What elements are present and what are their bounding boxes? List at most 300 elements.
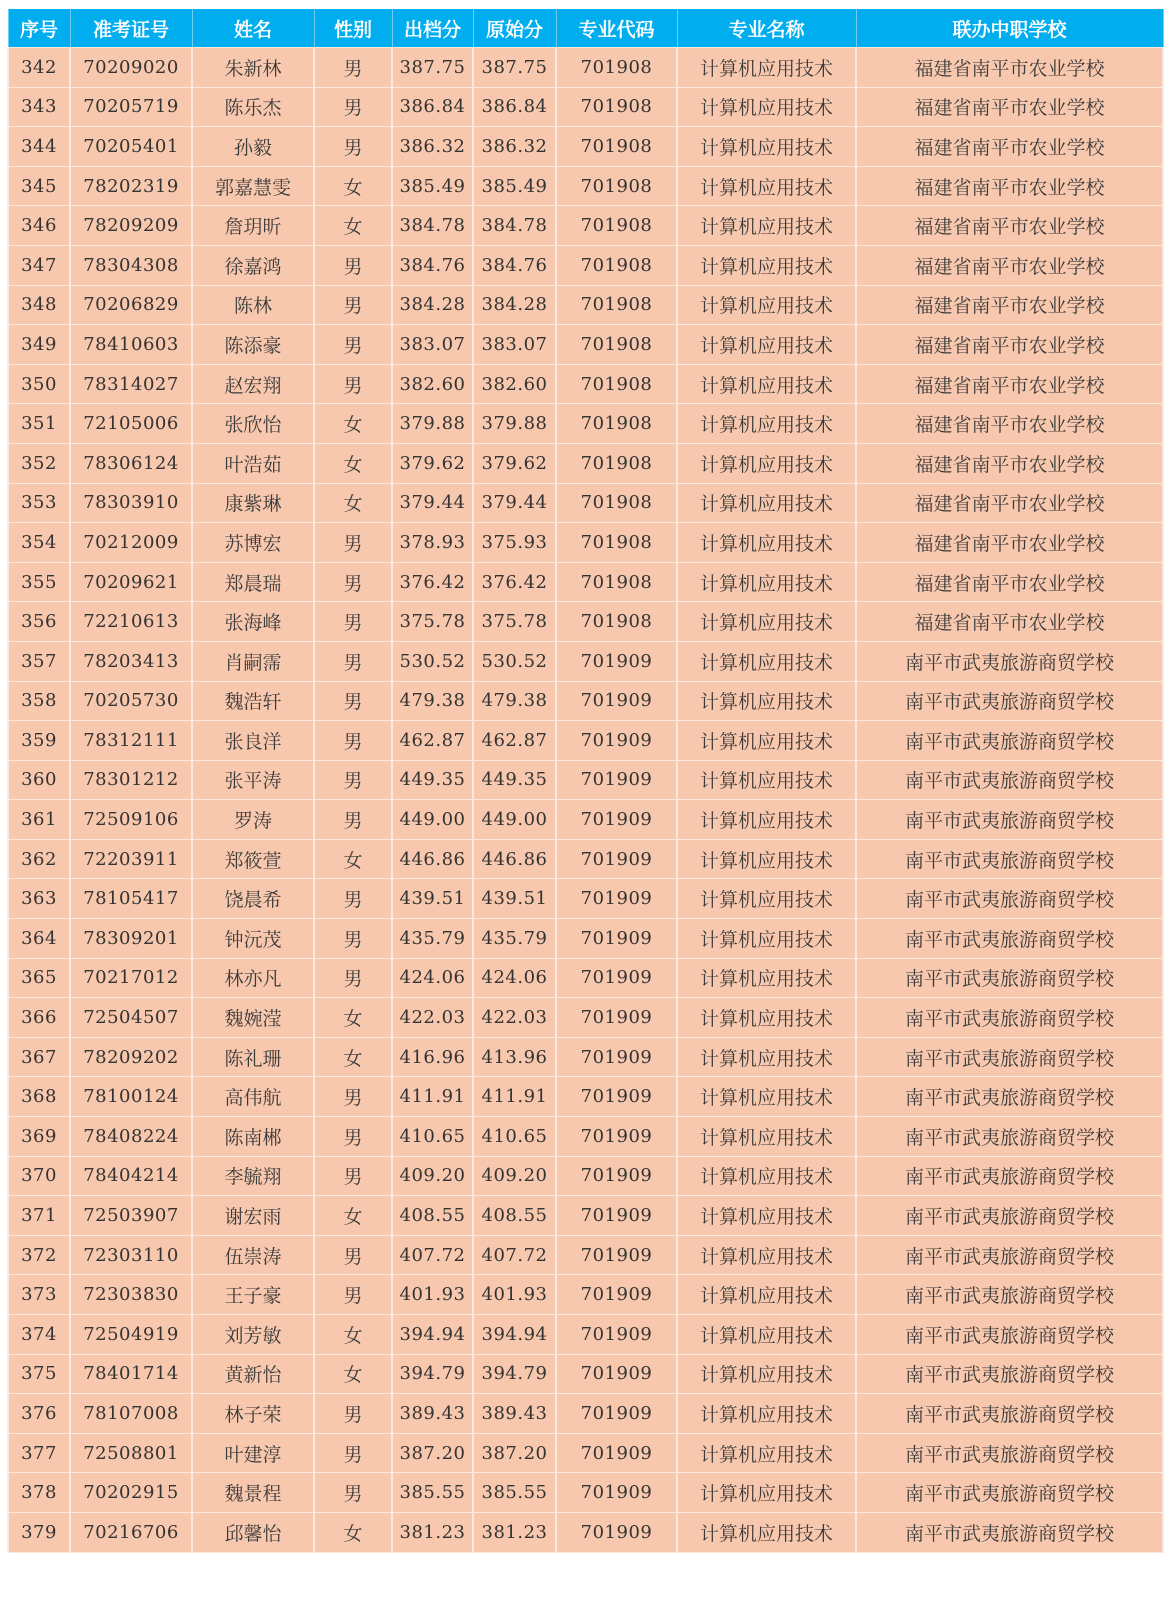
cell-major-name: 计算机应用技术 — [677, 1235, 856, 1275]
cell-partner-school: 福建省南平市农业学校 — [856, 325, 1163, 365]
cell-name: 陈南郴 — [192, 1117, 314, 1157]
cell-name: 郑筱萱 — [192, 839, 314, 879]
cell-major-code: 701908 — [556, 523, 677, 563]
cell-admission-score: 410.65 — [392, 1117, 473, 1157]
cell-raw-score: 449.35 — [473, 760, 556, 800]
cell-major-code: 701909 — [556, 1354, 677, 1394]
cell-major-name: 计算机应用技术 — [677, 641, 856, 681]
cell-exam-id: 78105417 — [70, 879, 192, 919]
cell-raw-score: 394.94 — [473, 1315, 556, 1355]
cell-seq: 365 — [8, 958, 70, 998]
cell-name: 张海峰 — [192, 602, 314, 642]
cell-exam-id: 78314027 — [70, 364, 192, 404]
header-gender: 性别 — [314, 9, 392, 48]
cell-admission-score: 385.55 — [392, 1473, 473, 1513]
cell-seq: 370 — [8, 1156, 70, 1196]
cell-exam-id: 70206829 — [70, 285, 192, 325]
cell-raw-score: 479.38 — [473, 681, 556, 721]
cell-name: 朱新林 — [192, 48, 314, 88]
header-admission-score: 出档分 — [392, 9, 473, 48]
cell-gender: 女 — [314, 206, 392, 246]
table-row — [8, 1512, 1163, 1552]
cell-major-code: 701909 — [556, 1315, 677, 1355]
cell-seq: 379 — [8, 1512, 70, 1552]
cell-admission-score: 411.91 — [392, 1077, 473, 1117]
cell-major-code: 701908 — [556, 443, 677, 483]
table-row — [8, 1394, 1163, 1434]
cell-major-code: 701908 — [556, 483, 677, 523]
cell-gender: 女 — [314, 1354, 392, 1394]
table-row — [8, 325, 1163, 365]
cell-exam-id: 70202915 — [70, 1473, 192, 1513]
cell-gender: 男 — [314, 1077, 392, 1117]
table-row — [8, 1235, 1163, 1275]
cell-major-code: 701909 — [556, 879, 677, 919]
cell-name: 康紫琳 — [192, 483, 314, 523]
table-body — [8, 48, 1163, 1553]
cell-major-name: 计算机应用技术 — [677, 1512, 856, 1552]
cell-major-code: 701909 — [556, 1433, 677, 1473]
cell-raw-score: 530.52 — [473, 641, 556, 681]
cell-seq: 357 — [8, 641, 70, 681]
cell-name: 罗涛 — [192, 800, 314, 840]
header-seq: 序号 — [8, 9, 70, 48]
table-row — [8, 87, 1163, 127]
table-row — [8, 523, 1163, 563]
cell-exam-id: 70212009 — [70, 523, 192, 563]
cell-raw-score: 439.51 — [473, 879, 556, 919]
cell-major-name: 计算机应用技术 — [677, 1433, 856, 1473]
header-partner-school: 联办中职学校 — [856, 9, 1163, 48]
cell-partner-school: 南平市武夷旅游商贸学校 — [856, 1275, 1163, 1315]
cell-exam-id: 78408224 — [70, 1117, 192, 1157]
cell-raw-score: 382.60 — [473, 364, 556, 404]
cell-partner-school: 福建省南平市农业学校 — [856, 87, 1163, 127]
cell-name: 魏婉滢 — [192, 998, 314, 1038]
table-row — [8, 483, 1163, 523]
cell-exam-id: 72504919 — [70, 1315, 192, 1355]
cell-major-code: 701909 — [556, 998, 677, 1038]
table-row — [8, 245, 1163, 285]
cell-gender: 男 — [314, 1235, 392, 1275]
cell-partner-school: 南平市武夷旅游商贸学校 — [856, 760, 1163, 800]
cell-major-name: 计算机应用技术 — [677, 166, 856, 206]
cell-partner-school: 南平市武夷旅游商贸学校 — [856, 1315, 1163, 1355]
cell-gender: 男 — [314, 1394, 392, 1434]
table-row — [8, 166, 1163, 206]
cell-admission-score: 446.86 — [392, 839, 473, 879]
cell-gender: 男 — [314, 919, 392, 959]
cell-major-code: 701909 — [556, 1196, 677, 1236]
table-row — [8, 879, 1163, 919]
cell-exam-id: 78209202 — [70, 1037, 192, 1077]
cell-raw-score: 375.78 — [473, 602, 556, 642]
cell-admission-score: 378.93 — [392, 523, 473, 563]
cell-admission-score: 530.52 — [392, 641, 473, 681]
cell-partner-school: 南平市武夷旅游商贸学校 — [856, 1512, 1163, 1552]
cell-gender: 男 — [314, 48, 392, 88]
cell-raw-score: 379.62 — [473, 443, 556, 483]
table-row — [8, 1037, 1163, 1077]
table-row — [8, 1354, 1163, 1394]
cell-major-name: 计算机应用技术 — [677, 364, 856, 404]
cell-seq: 345 — [8, 166, 70, 206]
cell-partner-school: 南平市武夷旅游商贸学校 — [856, 919, 1163, 959]
cell-gender: 男 — [314, 245, 392, 285]
cell-exam-id: 78410603 — [70, 325, 192, 365]
cell-partner-school: 福建省南平市农业学校 — [856, 285, 1163, 325]
header-raw-score: 原始分 — [473, 9, 556, 48]
cell-major-code: 701908 — [556, 206, 677, 246]
cell-name: 钟沅茂 — [192, 919, 314, 959]
cell-gender: 女 — [314, 166, 392, 206]
cell-admission-score: 439.51 — [392, 879, 473, 919]
cell-seq: 353 — [8, 483, 70, 523]
cell-name: 刘芳敏 — [192, 1315, 314, 1355]
cell-name: 陈添豪 — [192, 325, 314, 365]
table-row — [8, 998, 1163, 1038]
cell-name: 詹玥昕 — [192, 206, 314, 246]
cell-exam-id: 72508801 — [70, 1433, 192, 1473]
cell-seq: 358 — [8, 681, 70, 721]
cell-admission-score: 408.55 — [392, 1196, 473, 1236]
cell-exam-id: 78306124 — [70, 443, 192, 483]
cell-admission-score: 375.78 — [392, 602, 473, 642]
cell-exam-id: 72105006 — [70, 404, 192, 444]
cell-partner-school: 福建省南平市农业学校 — [856, 404, 1163, 444]
cell-gender: 女 — [314, 1196, 392, 1236]
cell-major-name: 计算机应用技术 — [677, 1196, 856, 1236]
cell-major-code: 701909 — [556, 1512, 677, 1552]
cell-admission-score: 416.96 — [392, 1037, 473, 1077]
cell-exam-id: 78202319 — [70, 166, 192, 206]
cell-admission-score: 379.62 — [392, 443, 473, 483]
cell-partner-school: 福建省南平市农业学校 — [856, 206, 1163, 246]
cell-exam-id: 72303110 — [70, 1235, 192, 1275]
cell-major-code: 701909 — [556, 1275, 677, 1315]
cell-partner-school: 福建省南平市农业学校 — [856, 364, 1163, 404]
cell-partner-school: 福建省南平市农业学校 — [856, 48, 1163, 88]
cell-exam-id: 70205730 — [70, 681, 192, 721]
cell-major-name: 计算机应用技术 — [677, 562, 856, 602]
cell-raw-score: 424.06 — [473, 958, 556, 998]
cell-admission-score: 424.06 — [392, 958, 473, 998]
cell-partner-school: 南平市武夷旅游商贸学校 — [856, 1394, 1163, 1434]
cell-partner-school: 南平市武夷旅游商贸学校 — [856, 681, 1163, 721]
cell-exam-id: 78107008 — [70, 1394, 192, 1434]
cell-major-code: 701908 — [556, 602, 677, 642]
table-row — [8, 364, 1163, 404]
cell-gender: 男 — [314, 285, 392, 325]
table-row — [8, 206, 1163, 246]
cell-major-code: 701909 — [556, 760, 677, 800]
cell-partner-school: 南平市武夷旅游商贸学校 — [856, 1037, 1163, 1077]
cell-gender: 男 — [314, 800, 392, 840]
cell-exam-id: 78309201 — [70, 919, 192, 959]
cell-raw-score: 386.84 — [473, 87, 556, 127]
table-row — [8, 404, 1163, 444]
cell-partner-school: 福建省南平市农业学校 — [856, 483, 1163, 523]
cell-partner-school: 南平市武夷旅游商贸学校 — [856, 879, 1163, 919]
cell-gender: 女 — [314, 483, 392, 523]
cell-raw-score: 375.93 — [473, 523, 556, 563]
cell-major-code: 701909 — [556, 1156, 677, 1196]
cell-major-name: 计算机应用技术 — [677, 919, 856, 959]
cell-major-name: 计算机应用技术 — [677, 1394, 856, 1434]
cell-admission-score: 384.76 — [392, 245, 473, 285]
cell-partner-school: 南平市武夷旅游商贸学校 — [856, 800, 1163, 840]
cell-exam-id: 70217012 — [70, 958, 192, 998]
cell-seq: 344 — [8, 127, 70, 167]
cell-major-code: 701908 — [556, 404, 677, 444]
cell-name: 李毓翔 — [192, 1156, 314, 1196]
header-row — [8, 9, 1163, 48]
cell-seq: 376 — [8, 1394, 70, 1434]
cell-exam-id: 72504507 — [70, 998, 192, 1038]
cell-seq: 359 — [8, 721, 70, 761]
cell-seq: 366 — [8, 998, 70, 1038]
cell-gender: 女 — [314, 443, 392, 483]
cell-major-name: 计算机应用技术 — [677, 127, 856, 167]
cell-raw-score: 384.76 — [473, 245, 556, 285]
cell-seq: 343 — [8, 87, 70, 127]
cell-exam-id: 72203911 — [70, 839, 192, 879]
cell-seq: 348 — [8, 285, 70, 325]
cell-raw-score: 449.00 — [473, 800, 556, 840]
cell-partner-school: 福建省南平市农业学校 — [856, 245, 1163, 285]
cell-major-code: 701908 — [556, 364, 677, 404]
cell-admission-score: 387.75 — [392, 48, 473, 88]
cell-name: 谢宏雨 — [192, 1196, 314, 1236]
cell-gender: 男 — [314, 325, 392, 365]
cell-major-code: 701908 — [556, 127, 677, 167]
cell-seq: 377 — [8, 1433, 70, 1473]
cell-admission-score: 394.79 — [392, 1354, 473, 1394]
cell-major-name: 计算机应用技术 — [677, 206, 856, 246]
cell-partner-school: 福建省南平市农业学校 — [856, 523, 1163, 563]
cell-major-code: 701909 — [556, 919, 677, 959]
cell-major-code: 701909 — [556, 1473, 677, 1513]
cell-major-code: 701909 — [556, 641, 677, 681]
cell-admission-score: 384.28 — [392, 285, 473, 325]
cell-major-name: 计算机应用技术 — [677, 1473, 856, 1513]
cell-gender: 男 — [314, 523, 392, 563]
cell-exam-id: 78401714 — [70, 1354, 192, 1394]
table-row — [8, 1077, 1163, 1117]
cell-gender: 男 — [314, 641, 392, 681]
cell-raw-score: 376.42 — [473, 562, 556, 602]
admission-table — [7, 9, 1164, 1553]
cell-major-name: 计算机应用技术 — [677, 404, 856, 444]
cell-gender: 男 — [314, 958, 392, 998]
cell-raw-score: 462.87 — [473, 721, 556, 761]
cell-gender: 男 — [314, 879, 392, 919]
cell-major-name: 计算机应用技术 — [677, 483, 856, 523]
cell-admission-score: 384.78 — [392, 206, 473, 246]
cell-seq: 371 — [8, 1196, 70, 1236]
table-row — [8, 1473, 1163, 1513]
cell-admission-score: 387.20 — [392, 1433, 473, 1473]
cell-partner-school: 南平市武夷旅游商贸学校 — [856, 1196, 1163, 1236]
cell-partner-school: 南平市武夷旅游商贸学校 — [856, 1156, 1163, 1196]
cell-admission-score: 449.35 — [392, 760, 473, 800]
table-row — [8, 760, 1163, 800]
cell-raw-score: 410.65 — [473, 1117, 556, 1157]
cell-major-name: 计算机应用技术 — [677, 1354, 856, 1394]
cell-admission-score: 401.93 — [392, 1275, 473, 1315]
cell-major-name: 计算机应用技术 — [677, 285, 856, 325]
cell-raw-score: 381.23 — [473, 1512, 556, 1552]
cell-major-name: 计算机应用技术 — [677, 839, 856, 879]
cell-major-code: 701908 — [556, 245, 677, 285]
cell-major-code: 701908 — [556, 285, 677, 325]
cell-partner-school: 南平市武夷旅游商贸学校 — [856, 958, 1163, 998]
header-major-code: 专业代码 — [556, 9, 677, 48]
cell-name: 陈林 — [192, 285, 314, 325]
cell-seq: 351 — [8, 404, 70, 444]
cell-gender: 男 — [314, 562, 392, 602]
table-row — [8, 562, 1163, 602]
cell-admission-score: 386.32 — [392, 127, 473, 167]
cell-seq: 347 — [8, 245, 70, 285]
cell-name: 徐嘉鸿 — [192, 245, 314, 285]
cell-gender: 女 — [314, 1037, 392, 1077]
cell-partner-school: 南平市武夷旅游商贸学校 — [856, 1354, 1163, 1394]
cell-admission-score: 386.84 — [392, 87, 473, 127]
cell-raw-score: 385.55 — [473, 1473, 556, 1513]
cell-seq: 355 — [8, 562, 70, 602]
cell-major-code: 701908 — [556, 325, 677, 365]
cell-seq: 356 — [8, 602, 70, 642]
cell-seq: 374 — [8, 1315, 70, 1355]
cell-name: 林子荣 — [192, 1394, 314, 1434]
cell-partner-school: 南平市武夷旅游商贸学校 — [856, 1473, 1163, 1513]
cell-gender: 男 — [314, 1473, 392, 1513]
table-row — [8, 1156, 1163, 1196]
cell-major-name: 计算机应用技术 — [677, 245, 856, 285]
cell-partner-school: 南平市武夷旅游商贸学校 — [856, 1235, 1163, 1275]
cell-admission-score: 435.79 — [392, 919, 473, 959]
cell-raw-score: 387.20 — [473, 1433, 556, 1473]
cell-seq: 349 — [8, 325, 70, 365]
cell-seq: 372 — [8, 1235, 70, 1275]
table-row — [8, 919, 1163, 959]
cell-raw-score: 385.49 — [473, 166, 556, 206]
cell-seq: 342 — [8, 48, 70, 88]
cell-exam-id: 78209209 — [70, 206, 192, 246]
cell-gender: 男 — [314, 602, 392, 642]
cell-exam-id: 70209020 — [70, 48, 192, 88]
cell-major-name: 计算机应用技术 — [677, 1156, 856, 1196]
cell-exam-id: 72509106 — [70, 800, 192, 840]
table-row — [8, 1275, 1163, 1315]
cell-raw-score: 401.93 — [473, 1275, 556, 1315]
cell-major-name: 计算机应用技术 — [677, 879, 856, 919]
header-exam-id: 准考证号 — [70, 9, 192, 48]
cell-gender: 男 — [314, 681, 392, 721]
table-row — [8, 641, 1163, 681]
cell-partner-school: 南平市武夷旅游商贸学校 — [856, 1077, 1163, 1117]
cell-gender: 男 — [314, 87, 392, 127]
cell-exam-id: 78404214 — [70, 1156, 192, 1196]
cell-partner-school: 福建省南平市农业学校 — [856, 562, 1163, 602]
cell-name: 王子豪 — [192, 1275, 314, 1315]
cell-raw-score: 386.32 — [473, 127, 556, 167]
table-row — [8, 839, 1163, 879]
cell-major-name: 计算机应用技术 — [677, 760, 856, 800]
cell-seq: 364 — [8, 919, 70, 959]
cell-major-code: 701908 — [556, 166, 677, 206]
cell-name: 张欣怡 — [192, 404, 314, 444]
cell-name: 魏景程 — [192, 1473, 314, 1513]
table-row — [8, 721, 1163, 761]
cell-name: 魏浩轩 — [192, 681, 314, 721]
cell-gender: 女 — [314, 404, 392, 444]
cell-name: 伍崇涛 — [192, 1235, 314, 1275]
cell-name: 张平涛 — [192, 760, 314, 800]
cell-gender: 男 — [314, 364, 392, 404]
cell-admission-score: 389.43 — [392, 1394, 473, 1434]
cell-gender: 女 — [314, 1315, 392, 1355]
cell-gender: 男 — [314, 760, 392, 800]
cell-major-name: 计算机应用技术 — [677, 48, 856, 88]
cell-seq: 375 — [8, 1354, 70, 1394]
cell-exam-id: 78100124 — [70, 1077, 192, 1117]
cell-exam-id: 72210613 — [70, 602, 192, 642]
cell-partner-school: 福建省南平市农业学校 — [856, 166, 1163, 206]
table-row — [8, 443, 1163, 483]
table-row — [8, 1315, 1163, 1355]
cell-raw-score: 389.43 — [473, 1394, 556, 1434]
cell-partner-school: 南平市武夷旅游商贸学校 — [856, 641, 1163, 681]
cell-major-code: 701909 — [556, 839, 677, 879]
cell-seq: 361 — [8, 800, 70, 840]
cell-raw-score: 384.28 — [473, 285, 556, 325]
cell-admission-score: 449.00 — [392, 800, 473, 840]
cell-major-code: 701909 — [556, 1077, 677, 1117]
cell-major-code: 701908 — [556, 87, 677, 127]
table-row — [8, 48, 1163, 88]
cell-exam-id: 70205719 — [70, 87, 192, 127]
cell-exam-id: 72303830 — [70, 1275, 192, 1315]
cell-admission-score: 381.23 — [392, 1512, 473, 1552]
table-row — [8, 681, 1163, 721]
cell-raw-score: 407.72 — [473, 1235, 556, 1275]
cell-raw-score: 446.86 — [473, 839, 556, 879]
cell-raw-score: 413.96 — [473, 1037, 556, 1077]
cell-major-name: 计算机应用技术 — [677, 958, 856, 998]
cell-admission-score: 379.88 — [392, 404, 473, 444]
cell-raw-score: 435.79 — [473, 919, 556, 959]
table-row — [8, 127, 1163, 167]
cell-name: 叶建淳 — [192, 1433, 314, 1473]
cell-seq: 368 — [8, 1077, 70, 1117]
cell-name: 高伟航 — [192, 1077, 314, 1117]
cell-partner-school: 南平市武夷旅游商贸学校 — [856, 839, 1163, 879]
cell-major-code: 701909 — [556, 721, 677, 761]
cell-raw-score: 379.88 — [473, 404, 556, 444]
cell-seq: 360 — [8, 760, 70, 800]
cell-exam-id: 72503907 — [70, 1196, 192, 1236]
cell-exam-id: 78312111 — [70, 721, 192, 761]
cell-exam-id: 78301212 — [70, 760, 192, 800]
cell-raw-score: 387.75 — [473, 48, 556, 88]
cell-gender: 男 — [314, 1275, 392, 1315]
table-row — [8, 1117, 1163, 1157]
cell-admission-score: 383.07 — [392, 325, 473, 365]
cell-seq: 352 — [8, 443, 70, 483]
cell-name: 赵宏翔 — [192, 364, 314, 404]
